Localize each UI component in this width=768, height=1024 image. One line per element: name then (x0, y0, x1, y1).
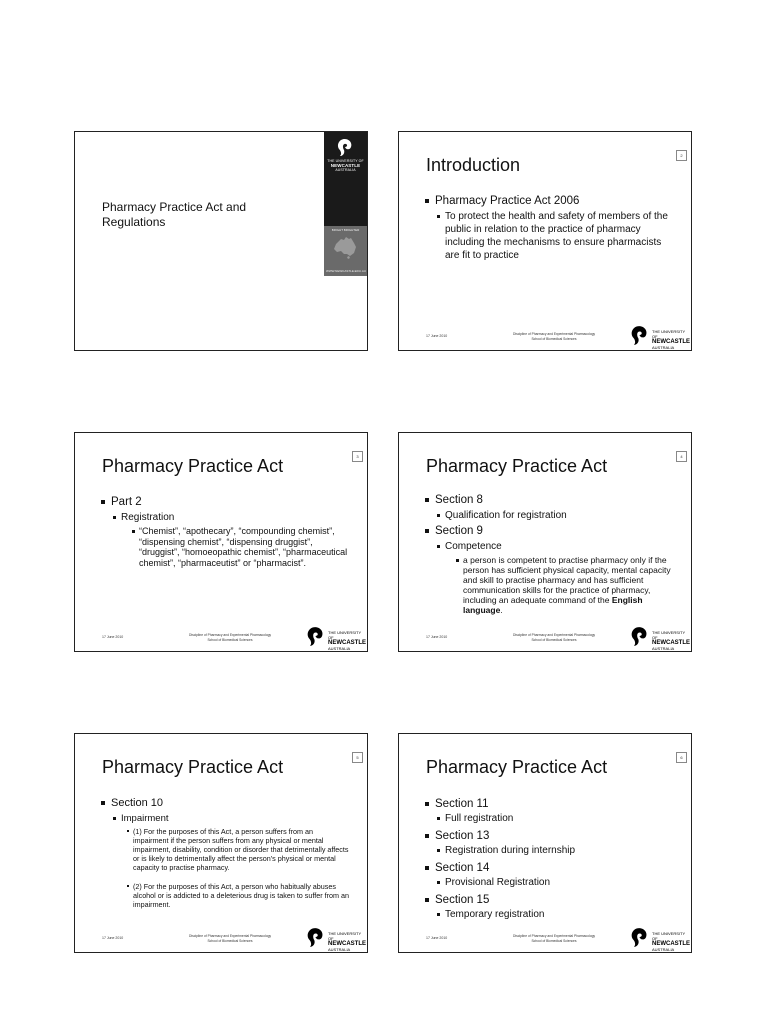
bullet-l3: (2) For the purposes of this Act, a person who habitually abuses alcohol or is addicted to a deleterious drug is taken to suffer from an impairment. (101, 882, 349, 909)
brand-url: WWW.NEWCASTLE.EDU.AU (326, 269, 367, 273)
bullet-l3: (1) For the purposes of this Act, a person suffers from an impairment if the person suffers from any physical or mental impairment, disability, condition or disorder that detrimentally affects or is likely to detrimentally affect the person’s physical or mental capacity to practise pharmacy. (101, 827, 349, 872)
slide-content (425, 194, 673, 264)
university-name: THE UNIVERSITY OF NEWCASTLE AUSTRALIA (327, 159, 364, 172)
bullet-l2: Temporary registration (425, 908, 673, 921)
australia-map-icon (333, 235, 358, 259)
bullet-l1: Pharmacy Practice Act 2006 (425, 194, 673, 208)
bullet-l3: a person is competent to practise pharmacy only if the person has sufficient physical capacity, mental capacity and skill to practise pharmacy and has sufficient communication skills for the practice of pharmacy, including an adequate command of the English language. (425, 555, 673, 615)
slide-number: 5 (352, 752, 363, 763)
brand-lower-panel (324, 226, 367, 276)
footer-department: Discipline of Pharmacy and Experimental Pharmacology School of Biomedical Sciences (512, 934, 596, 943)
bullet-l1: Section 15 (425, 893, 673, 907)
bullet-l1: Section 9 (425, 524, 673, 538)
bullet-l1: Section 10 (101, 796, 349, 810)
bullet-l2: Full registration (425, 812, 673, 825)
brand-panel (324, 132, 367, 226)
bullet-l2: Impairment (101, 812, 349, 825)
slide-content (425, 493, 673, 617)
slide-number: 3 (352, 451, 363, 462)
footer-department: Discipline of Pharmacy and Experimental Pharmacology School of Biomedical Sciences (512, 633, 596, 642)
footer-department: Discipline of Pharmacy and Experimental Pharmacology School of Biomedical Sciences (188, 934, 272, 943)
slide-1-title: Pharmacy Practice Act and Regulations (102, 200, 247, 229)
slide-title: Pharmacy Practice Act (426, 757, 608, 777)
slide-1 (74, 131, 368, 351)
slide-title: Pharmacy Practice Act (426, 456, 608, 476)
bullet-l2: Registration (101, 511, 349, 524)
bullet-l2: Registration during internship (425, 844, 673, 857)
slide-4 (398, 432, 692, 652)
slide-2 (398, 131, 692, 351)
footer-logo: THE UNIVERSITY OF NEWCASTLE AUSTRALIA (630, 324, 688, 348)
footer-department: Discipline of Pharmacy and Experimental Pharmacology School of Biomedical Sciences (512, 332, 596, 341)
bullet-l1: Section 8 (425, 493, 673, 507)
slide-content (101, 495, 349, 570)
footer-date: 17 June 2010 (102, 936, 124, 940)
footer-date: 17 June 2010 (102, 635, 124, 639)
seahorse-crest-icon (630, 626, 650, 647)
bullet-l1: Section 11 (425, 797, 673, 811)
slide-3 (74, 432, 368, 652)
seahorse-crest-icon (306, 927, 326, 948)
footer-department: Discipline of Pharmacy and Experimental Pharmacology School of Biomedical Sciences (188, 633, 272, 642)
slide-title: Introduction (426, 155, 521, 175)
slide-title: Pharmacy Practice Act (102, 456, 284, 476)
slide-6 (398, 733, 692, 953)
footer-logo: THE UNIVERSITY OF NEWCASTLE AUSTRALIA (630, 625, 688, 649)
footer-date: 17 June 2010 (426, 936, 448, 940)
footer-date: 17 June 2010 (426, 635, 448, 639)
english-language-emphasis: English language (463, 595, 643, 615)
seahorse-crest-icon (630, 325, 650, 346)
slide-number: 2 (676, 150, 687, 161)
seahorse-crest-icon (630, 927, 650, 948)
brand-tagline: BRIGHT BRIGHTER (331, 228, 360, 232)
bullet-l1: Part 2 (101, 495, 349, 509)
slide-5 (74, 733, 368, 953)
slide-number: 6 (676, 752, 687, 763)
bullet-l2: Qualification for registration (425, 509, 673, 522)
bullet-l2: To protect the health and safety of members of the public in relation to the practice of pharmacy including the mechanisms to ensure pharmacists are fit to practice (425, 210, 673, 262)
slide-content (425, 797, 673, 925)
footer-date: 17 June 2010 (426, 334, 448, 338)
footer-logo: THE UNIVERSITY OF NEWCASTLE AUSTRALIA (306, 625, 364, 649)
footer-logo: THE UNIVERSITY OF NEWCASTLE AUSTRALIA (630, 926, 688, 950)
bullet-l2: Competence (425, 540, 673, 553)
seahorse-crest-icon (306, 626, 326, 647)
footer-logo: THE UNIVERSITY OF NEWCASTLE AUSTRALIA (306, 926, 364, 950)
bullet-l3: “Chemist”, “apothecary”, “compounding chemist”, “dispensing chemist”, “dispensing druggist”, “druggist”, “homoeopathic chemist”, “pharmaceutical chemist”, “pharmaceutist” or “pharmacist”. (101, 526, 349, 568)
bullet-l1: Section 14 (425, 861, 673, 875)
slide-content (101, 796, 349, 911)
bullet-l2: Provisional Registration (425, 876, 673, 889)
slide-title: Pharmacy Practice Act (102, 757, 284, 777)
seahorse-crest-icon (337, 138, 354, 157)
bullet-l1: Section 13 (425, 829, 673, 843)
slide-number: 4 (676, 451, 687, 462)
